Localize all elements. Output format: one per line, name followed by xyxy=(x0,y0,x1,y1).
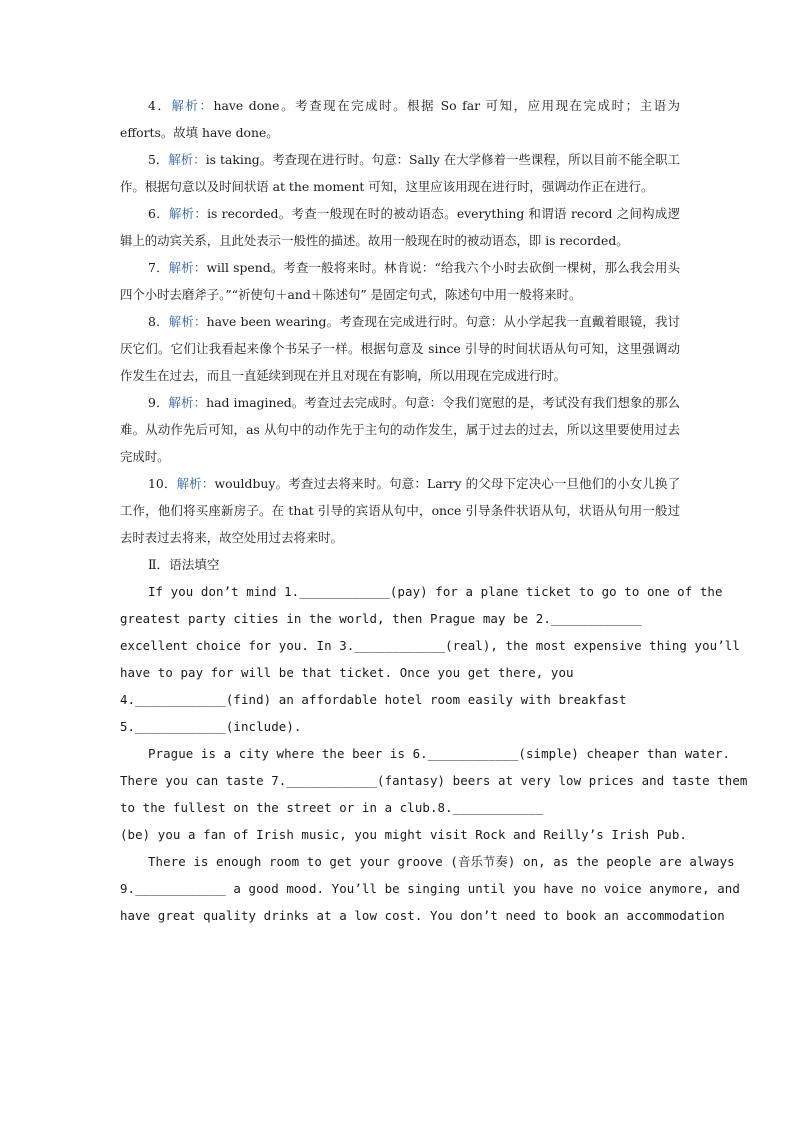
answer-item-10 xyxy=(120,470,680,551)
answer-item-7 xyxy=(120,254,680,308)
answer-number: 8． xyxy=(148,314,169,329)
analysis-label: 解析： xyxy=(168,206,208,221)
analysis-label: 解析： xyxy=(171,98,214,113)
passage-line: to the fullest on the street or in a club.8.____________ xyxy=(120,800,544,815)
answer-number: 7． xyxy=(148,260,169,275)
analysis-label: 解析： xyxy=(168,260,207,275)
passage-line: 5.____________(include). xyxy=(120,719,302,734)
answer-item-8 xyxy=(120,308,680,389)
passage-line: greatest party cities in the world, then Prague may be 2.____________ xyxy=(120,611,642,626)
passage-line: There is enough room to get your groove (音乐节奏) on, as the people are always xyxy=(148,854,735,869)
passage-line: (be) you a fan of Irish music, you might visit Rock and Reilly’s Irish Pub. xyxy=(120,827,687,842)
passage-line: 9.____________ a good mood. You’ll be singing until you have no voice anymore, and xyxy=(120,881,740,896)
answer-text: is taking。考查现在进行时。句意：Sally 在大学修着一些课程，所以目前不能全职工作。根据句意以及时间状语 at the moment 可知，这里应该用现在进行时，强调动作正在进行。 xyxy=(120,152,681,194)
answer-item-6 xyxy=(120,200,680,254)
answer-number: 6． xyxy=(148,206,169,221)
answer-text: had imagined。考查过去完成时。句意：令我们宽慰的是，考试没有我们想象的那么难。从动作先后可知，as 从句中的动作先于主句的动作发生，属于过去的过去，所以这里要使用过去完成时。 xyxy=(120,395,680,464)
answer-text: have done。考查现在完成时。根据 So far 可知，应用现在完成时；主语为 efforts。故填 have done。 xyxy=(120,98,680,140)
answer-text: have been wearing。考查现在完成进行时。句意：从小学起我一直戴着眼镜，我讨厌它们。它们让我看起来像个书呆子一样。根据句意及 since 引导的时间状语从句可知，这里强调动作发生在过去，而且一直延续到现在并且对现在有影响，所以用现在完成进行时。 xyxy=(120,314,680,383)
passage-line: If you don’t mind 1.____________(pay) for a plane ticket to go to one of the xyxy=(148,584,723,599)
analysis-label: 解析： xyxy=(168,314,207,329)
cloze-passage xyxy=(120,578,748,929)
answer-item-4 xyxy=(120,92,680,146)
answer-number: 4． xyxy=(148,98,172,113)
analysis-label: 解析： xyxy=(176,476,215,491)
analysis-label: 解析： xyxy=(168,395,207,410)
section-title: Ⅱ．语法填空 xyxy=(148,557,220,572)
answer-number: 9． xyxy=(148,395,169,410)
answer-item-9 xyxy=(120,389,680,470)
passage-line: 4.____________(find) an affordable hotel room easily with breakfast xyxy=(120,692,627,707)
passage-line: have great quality drinks at a low cost. You don’t need to book an accommodation xyxy=(120,908,725,923)
answer-item-5 xyxy=(120,146,680,200)
answer-explanations xyxy=(120,92,680,551)
passage-line: There you can taste 7.____________(fantasy) beers at very low prices and taste them xyxy=(120,773,748,788)
passage-line: have to pay for will be that ticket. Once you get there, you xyxy=(120,665,574,680)
passage-line: Prague is a city where the beer is 6.____________(simple) cheaper than water. xyxy=(148,746,731,761)
answer-text: wouldbuy。考查过去将来时。句意：Larry 的父母下定决心一旦他们的小女儿换了工作，他们将买座新房子。在 that 引导的宾语从句中，once 引导条件状语从句，状语从句用一般过去时表过去将来，故空处用过去将来时。 xyxy=(120,476,680,545)
document-page xyxy=(120,92,748,929)
answer-text: is recorded。考查一般现在时的被动语态。everything 和谓语 record 之间构成逻辑上的动宾关系，且此处表示一般性的描述。故用一般现在时的被动语态，即 is recorded。 xyxy=(120,206,680,248)
answer-number: 10． xyxy=(148,476,177,491)
answer-text: will spend。考查一般将来时。林肯说：“给我六个小时去砍倒一棵树，那么我会用头四个小时去磨斧子。”“祈使句＋and＋陈述句” 是固定句式，陈述句中用一般将来时。 xyxy=(120,260,680,302)
answer-number: 5． xyxy=(148,152,169,167)
analysis-label: 解析： xyxy=(168,152,206,167)
passage-line: excellent choice for you. In 3.____________(real), the most expensive thing you’ll xyxy=(120,638,740,653)
